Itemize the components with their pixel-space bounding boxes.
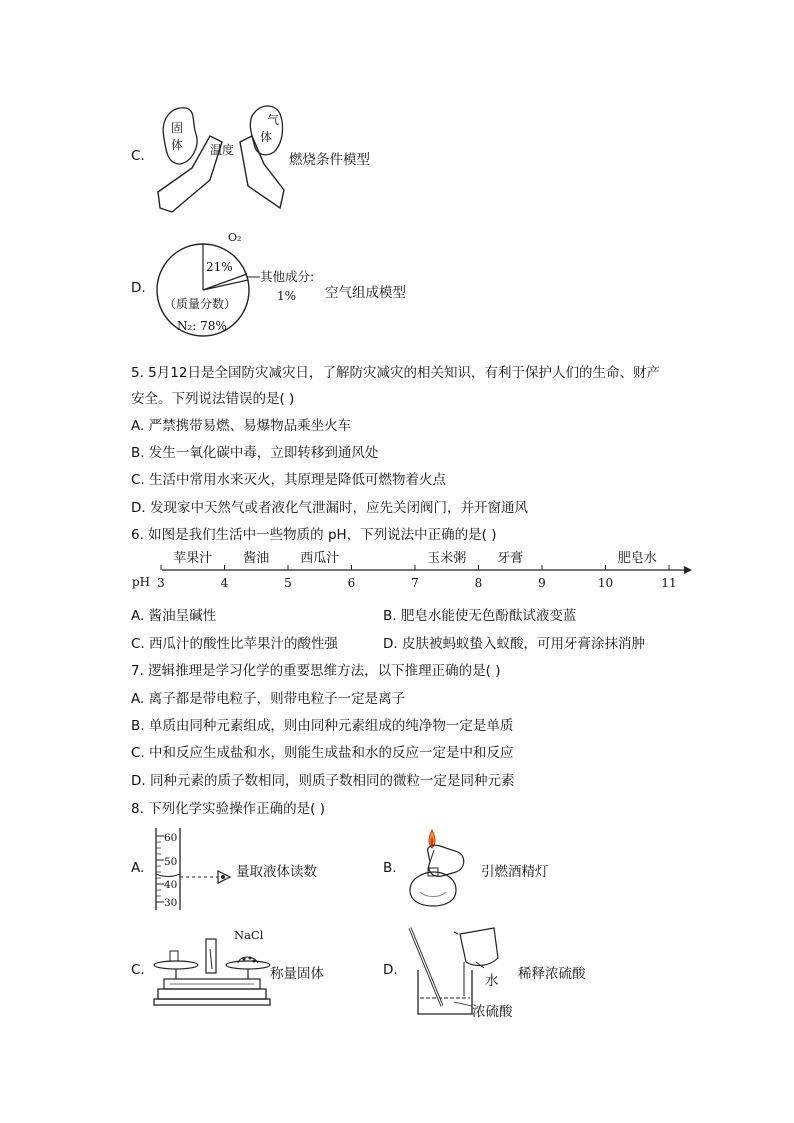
q5-stem-line-1: 5. 5月12日是全国防灾减灾日，了解防灾减灾的相关知识，有利于保护人们的生命、财产 (131, 365, 660, 381)
q8-option-a-caption: 量取液体读数 (236, 864, 317, 880)
water-label: 水 (485, 973, 499, 989)
cylinder-tick-50: 50 (164, 856, 178, 868)
q7-option-c: C. 中和反应生成盐和水，则能生成盐和水的反应一定是中和反应 (131, 745, 514, 761)
q5-option-c: C. 生活中常用水来灭火，其原理是降低可燃物着火点 (131, 472, 447, 488)
ph-ticks (157, 565, 676, 590)
ph-substance-label: 玉米粥 (427, 551, 467, 566)
ph-substance-label: 苹果汁 (173, 551, 213, 566)
q6-stem: 6. 如图是我们生活中一些物质的 pH，下列说法中正确的是( ) (131, 527, 497, 543)
ph-items (173, 550, 657, 566)
n2-label: N₂: 78% (177, 319, 227, 333)
lower-lamp-body (410, 872, 456, 906)
temperature-label: 温度 (210, 143, 235, 157)
cylinder-minor-ticks (156, 842, 161, 896)
q8-option-a-letter: A. (131, 860, 145, 876)
right-pan (226, 961, 270, 969)
solid-blob (163, 108, 197, 164)
q7-option-b: B. 单质由同种元素组成，则由同种元素组成的纯净物一定是单质 (131, 718, 514, 734)
air-model-caption: 空气组成模型 (325, 285, 406, 301)
ph-tick-label: 8 (474, 576, 483, 590)
combustion-model-caption: 燃烧条件模型 (289, 152, 370, 168)
solid-char-2: 体 (171, 138, 184, 152)
q5-stem-line-2: 安全。下列说法错误的是( ) (131, 391, 295, 407)
cylinder-major-ticks (156, 836, 164, 902)
option-d-letter: D. (131, 280, 146, 296)
option-c-letter: C. (131, 148, 145, 164)
balance-scale-illustration (150, 925, 275, 1017)
q8-option-d-letter: D. (383, 962, 398, 978)
nacl-label: NaCl (234, 928, 264, 942)
q5-option-a: A. 严禁携带易燃、易爆物品乘坐火车 (131, 418, 352, 434)
q7-option-d: D. 同种元素的质子数相同，则质子数相同的微粒一定是同种元素 (131, 773, 515, 789)
q8-option-b-letter: B. (383, 860, 397, 876)
ph-label: pH (132, 575, 151, 589)
q6-option-c: C. 西瓜汁的酸性比苹果汁的酸性强 (131, 636, 339, 652)
cylinder-tick-40: 40 (164, 879, 178, 891)
q6-option-a: A. 酱油呈碱性 (131, 608, 217, 624)
ph-tick-label: 10 (597, 576, 614, 590)
upper-wick (430, 850, 434, 862)
balance-pointer (210, 949, 212, 969)
ph-substance-label: 西瓜汁 (300, 551, 340, 566)
balance-foot (154, 999, 270, 1005)
liquid-meniscus (156, 874, 180, 877)
eye-pupil-icon (221, 875, 225, 879)
q8-option-b-caption: 引燃酒精灯 (481, 864, 549, 880)
left-pan (154, 961, 198, 969)
ph-substance-label: 酱油 (243, 551, 270, 566)
ph-tick-label: 4 (220, 576, 229, 590)
ph-tick-label: 7 (411, 576, 419, 590)
ph-tick-label: 3 (157, 576, 165, 590)
graduated-cylinder (150, 826, 240, 914)
ph-substance-label: 牙膏 (497, 551, 524, 566)
alcohol-lamp-illustration (400, 822, 480, 914)
q6-option-b: B. 肥皂水能使无色酚酞试液变蓝 (383, 608, 577, 624)
ph-scale (128, 545, 698, 595)
other-components-label: 其他成分: (260, 269, 315, 284)
q8-option-d-caption: 稀释浓硫酸 (518, 966, 586, 982)
ph-substance-label: 肥皂水 (617, 551, 657, 566)
ph-tick-label: 6 (347, 576, 356, 590)
cylinder-tick-30: 30 (164, 897, 178, 909)
q8-stem: 8. 下列化学实验操作正确的是( ) (131, 801, 325, 817)
q7-option-a: A. 离子都是带电粒子，则带电粒子一定是离子 (131, 691, 406, 707)
ph-axis-arrow (684, 566, 692, 574)
mass-fraction-label: （质量分数） (164, 297, 237, 311)
ph-tick-label: 11 (661, 576, 677, 590)
q7-stem: 7. 逻辑推理是学习化学的重要思维方法，以下推理正确的是( ) (131, 663, 501, 679)
q8-option-c-letter: C. (131, 962, 145, 978)
q5-option-d: D. 发现家中天然气或者液化气泄漏时，应先关闭阀门，并开窗通风 (131, 500, 528, 516)
o2-percentage: 21% (206, 260, 233, 274)
balance-base (158, 989, 266, 999)
lamp-liquid (420, 892, 446, 897)
o2-label: O₂ (228, 231, 242, 244)
q8-option-c-caption: 称量固体 (270, 966, 324, 982)
ph-tick-label: 9 (538, 576, 546, 590)
upper-beaker-tilted (460, 928, 498, 965)
gas-char-1: 气 (267, 113, 280, 127)
combustion-conditions-diagram (152, 98, 292, 218)
acid-leader-line (454, 1002, 472, 1006)
ph-tick-label: 5 (284, 576, 292, 590)
weight-icon (170, 951, 178, 961)
air-composition-pie (150, 225, 330, 345)
gas-char-2: 体 (260, 130, 273, 144)
concentrated-acid-label: 浓硫酸 (472, 1004, 513, 1020)
pouring-lip (454, 932, 458, 934)
cylinder-tick-60: 60 (164, 832, 178, 844)
other-components-percentage: 1% (277, 289, 297, 303)
q5-option-b: B. 发生一氧化碳中毒，立即转移到通风处 (131, 445, 379, 461)
q6-option-d: D. 皮肤被蚂蚁蛰入蚁酸，可用牙膏涂抹消肿 (383, 636, 645, 652)
solid-char-1: 固 (171, 121, 184, 135)
